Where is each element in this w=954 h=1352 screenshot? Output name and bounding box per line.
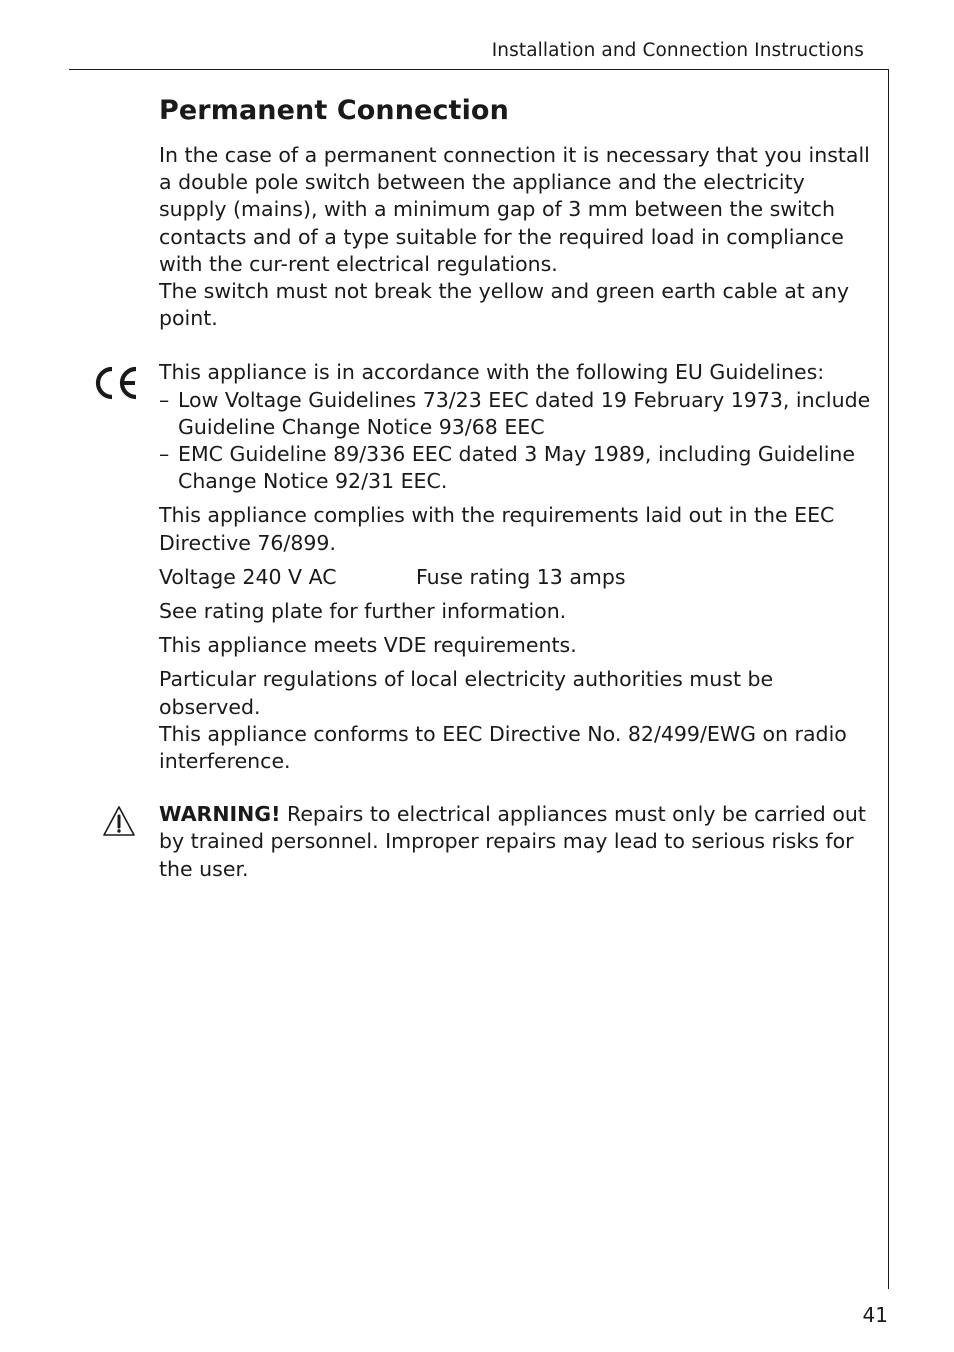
local-regulations-note: Particular regulations of local electricity authorities must be observed.	[159, 667, 774, 719]
page-number: 41	[862, 1303, 888, 1327]
vde-note: This appliance meets VDE requirements.	[159, 633, 577, 658]
ce-mark-icon	[93, 363, 141, 403]
low-voltage-guideline: Low Voltage Guidelines 73/23 EEC dated 19 February 1973, include Guideline Change Notice 93/68 EEC	[178, 387, 871, 439]
eu-guidelines-intro: This appliance is in accordance with the following EU Guidelines:	[159, 360, 825, 385]
right-margin-rule	[888, 69, 889, 1289]
section-heading: Permanent Connection	[159, 95, 509, 126]
warning-label: WARNING!	[159, 802, 281, 827]
electrical-rating-row	[159, 564, 874, 591]
radio-interference-note: This appliance conforms to EEC Directive No. 82/499/EWG on radio interference.	[159, 721, 847, 774]
permanent-connection-paragraph: In the case of a permanent connection it is necessary that you install a double pole switch between the appliance and the electricity supply (mains), with a minimum gap of 3 mm between the switch contacts and of a type suitable for the required load in compliance with the cur-rent electrical regulations.	[159, 143, 870, 276]
rating-plate-note: See rating plate for further information.	[159, 599, 567, 624]
eec-directive-paragraph: This appliance complies with the requirements laid out in the EEC Directive 76/899.	[159, 503, 835, 555]
warning-block	[159, 801, 874, 883]
earth-cable-paragraph: The switch must not break the yellow and green earth cable at any point.	[159, 279, 849, 331]
emc-guideline: EMC Guideline 89/336 EEC dated 3 May 1989, including Guideline Change Notice 92/31 EEC.	[178, 442, 856, 494]
eu-compliance-block	[159, 359, 874, 495]
list-item	[159, 387, 874, 441]
main-content	[159, 94, 874, 883]
list-item	[159, 441, 874, 495]
header-rule	[69, 69, 889, 70]
voltage-rating: Voltage 240 V AC	[159, 564, 337, 589]
fuse-rating: Fuse rating 13 amps	[416, 564, 626, 589]
page-header-title: Installation and Connection Instructions	[491, 40, 864, 61]
warning-triangle-icon	[102, 805, 136, 837]
warning-message: Repairs to electrical appliances must only be carried out by trained personnel. Improper repairs may lead to serious risks for the user.	[159, 802, 866, 881]
list-dash: –	[159, 387, 170, 412]
warning-text	[159, 801, 874, 883]
list-dash: –	[159, 442, 170, 467]
